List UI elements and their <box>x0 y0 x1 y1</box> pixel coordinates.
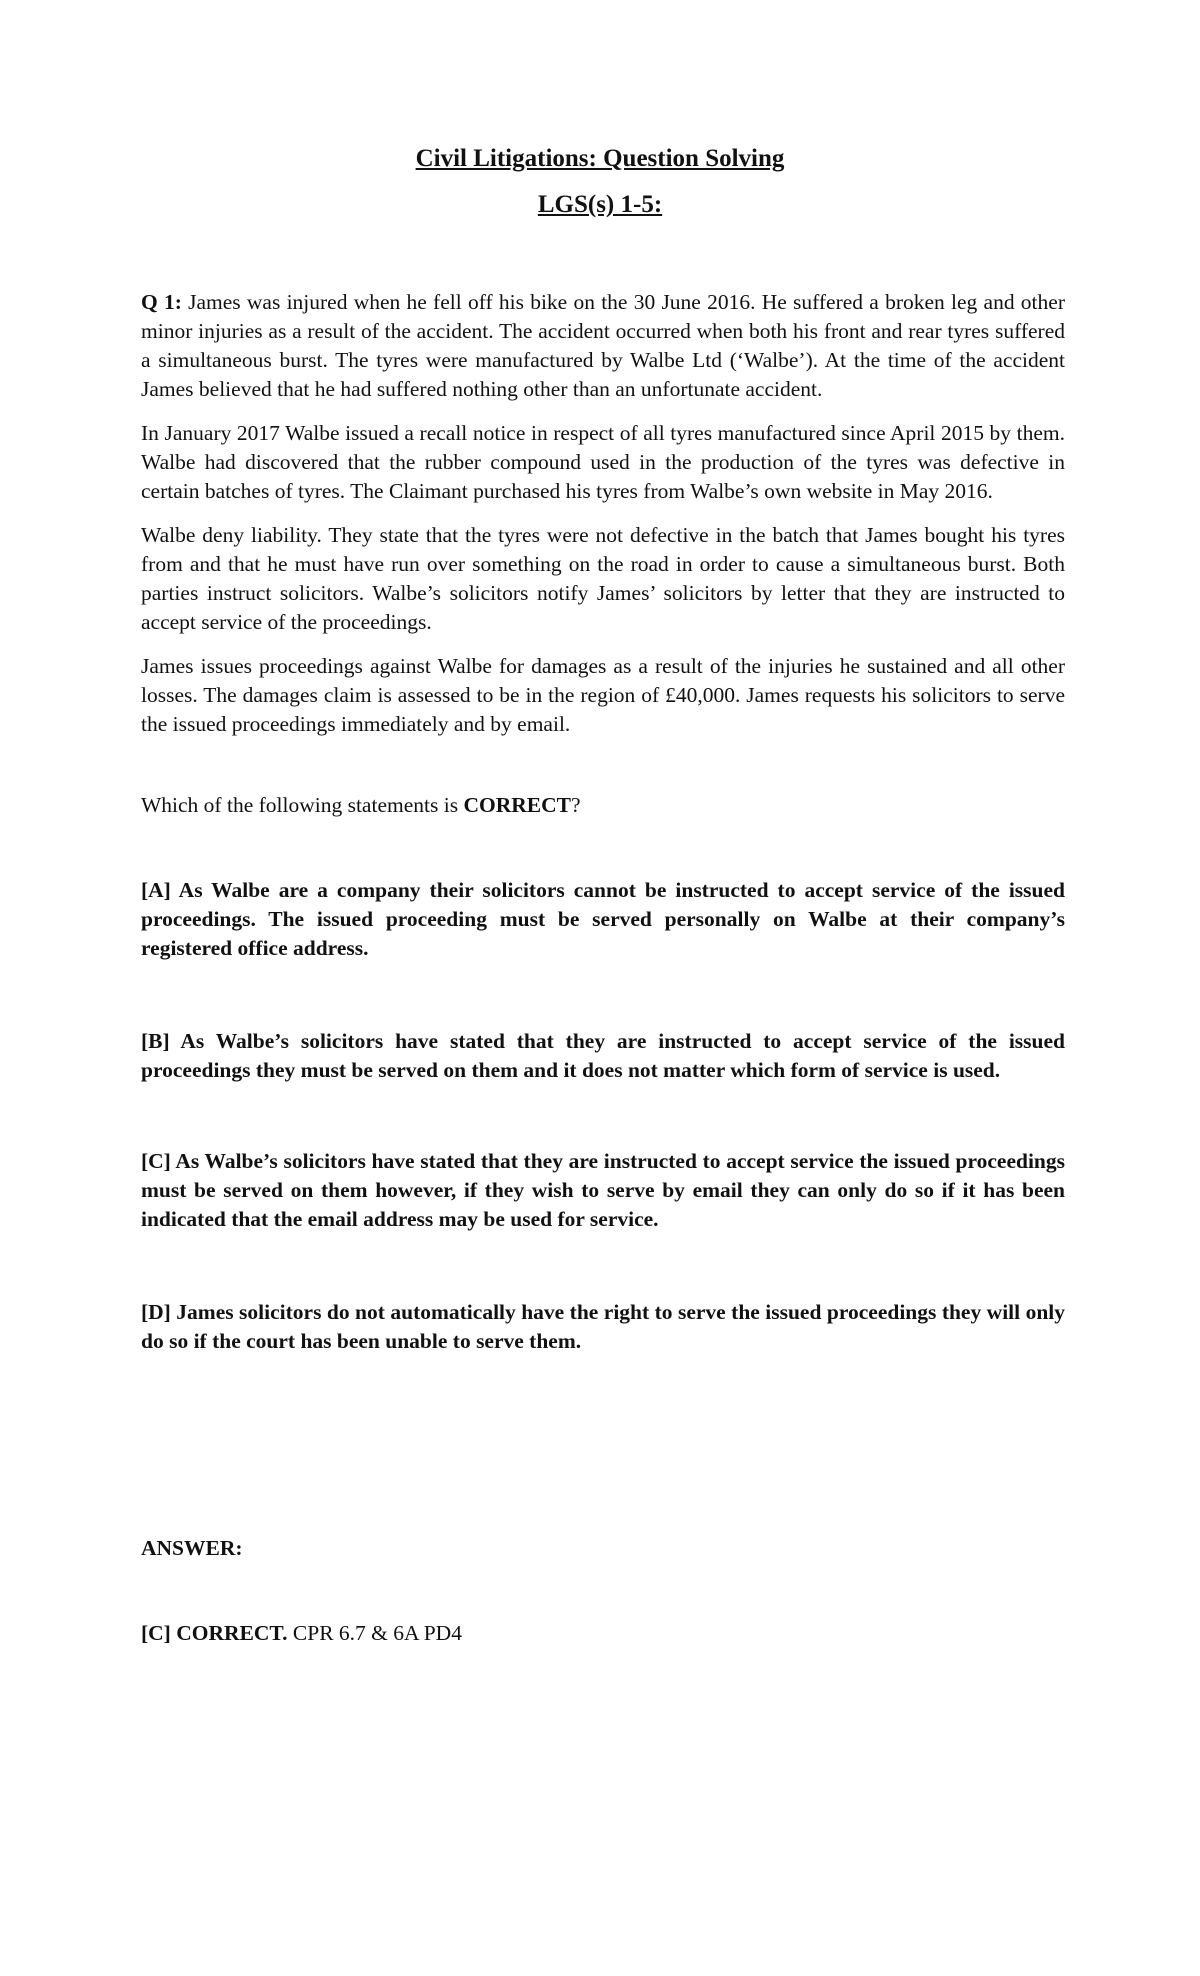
answer-line <box>141 1619 1065 1648</box>
document-subtitle: LGS(s) 1-5: <box>537 191 663 218</box>
question-paragraph-1 <box>141 288 1065 404</box>
option-a: [A] As Walbe are a company their solicitors cannot be instructed to accept service of the issued proceedings. The issued proceeding must be served personally on Walbe at their company’s registered office address. <box>141 878 1065 960</box>
prompt-emphasis: CORRECT <box>463 793 571 817</box>
document-body <box>141 288 1065 1648</box>
question-paragraph-2: In January 2017 Walbe issued a recall notice in respect of all tyres manufactured since April 2015 by them. Walbe had discovered that the rubber compound used in the production of the tyres was defective in certain batches of tyres. The Claimant purchased his tyres from Walbe’s own website in May 2016. <box>141 421 1065 503</box>
prompt-text: Which of the following statements is <box>141 793 464 817</box>
answer-heading: ANSWER: <box>141 1536 243 1560</box>
paragraph-text: James was injured when he fell off his bike on the 30 June 2016. He suffered a broken leg and other minor injuries as a result of the accident. The accident occurred when both his front and rear tyres suffered a simultaneous burst. The tyres were manufactured by Walbe Ltd (‘Walbe’). At the time of the accident James believed that he had suffered nothing other than an unfortunate accident. <box>141 290 1065 401</box>
document-title: Civil Litigations: Question Solving <box>415 145 785 172</box>
question-label: Q 1: <box>141 290 182 314</box>
option-d: [D] James solicitors do not automatically have the right to serve the issued proceedings they will only do so if the court has been unable to serve them. <box>141 1300 1065 1353</box>
option-b: [B] As Walbe’s solicitors have stated that they are instructed to accept service of the issued proceedings they must be served on them and it does not matter which form of service is used. <box>141 1029 1065 1082</box>
answer-reference: CPR 6.7 & 6A PD4 <box>287 1621 462 1645</box>
answer-choice: [C] CORRECT. <box>141 1621 288 1645</box>
prompt-suffix: ? <box>570 793 581 817</box>
question-paragraph-4: James issues proceedings against Walbe for damages as a result of the injuries he sustained and all other losses. The damages claim is assessed to be in the region of £40,000. James requests his solicitors to serve the issued proceedings immediately and by email. <box>141 654 1065 736</box>
question-prompt <box>141 791 1065 820</box>
option-c: [C] As Walbe’s solicitors have stated that they are instructed to accept service the issued proceedings must be served on them however, if they wish to serve by email they can only do so if it has been indicated that the email address may be used for service. <box>141 1149 1065 1231</box>
question-paragraph-3: Walbe deny liability. They state that the tyres were not defective in the batch that James bought his tyres from and that he must have run over something on the road in order to cause a simultaneous burst. Both parties instruct solicitors. Walbe’s solicitors notify James’ solicitors by letter that they are instructed to accept service of the proceedings. <box>141 523 1065 634</box>
